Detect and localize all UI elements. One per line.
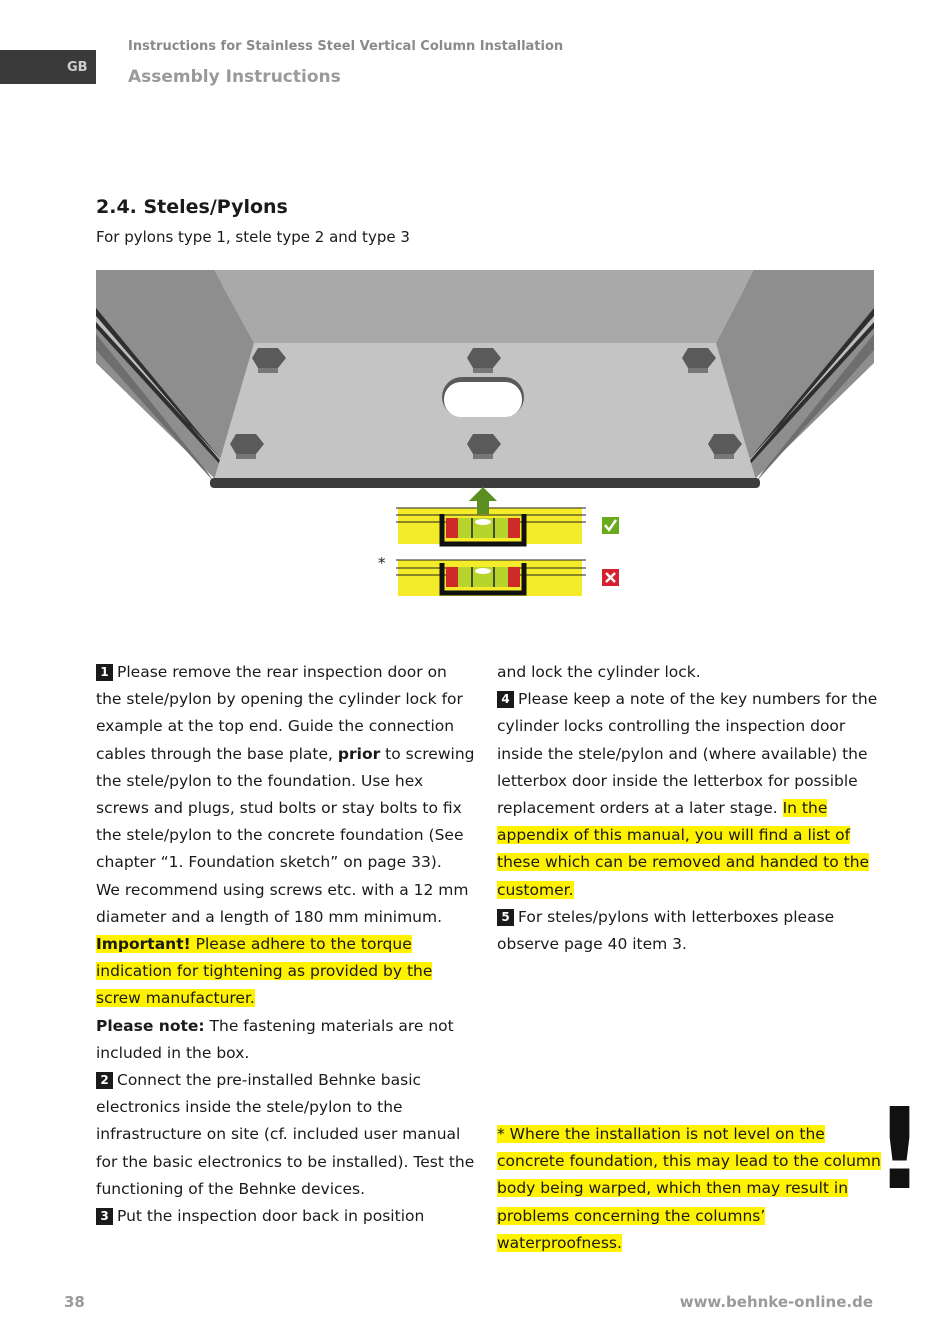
step-5: 5 For steles/pylons with letterboxes please observe page 40 item 3. — [497, 907, 835, 954]
document-title: Instructions for Stainless Steel Vertical Column Installation — [128, 39, 564, 54]
step-4: 4 Please keep a note of the key numbers for the cylinder locks controlling the inspection door inside the stele/pylon and (where available) the letterbox door inside the letterbox for possible replacement orders at a later stage. In the appendix of this manual, you will find a list of these which can be removed and handed to the customer. — [497, 690, 878, 899]
footnote: * Where the installation is not level on the concrete foundation, this may lead to the column body being warped, which then may result in problems concerning the columns’ waterproofness. — [497, 1125, 881, 1252]
document-subtitle: Assembly Instructions — [128, 67, 341, 87]
right-column — [497, 659, 882, 958]
step-1: 1 Please remove the rear inspection door on the stele/pylon by opening the cylinder lock for example at the top end. Guide the connection cables through the base plate, prior to screwing the stele/pylon to the foundation. Use hex screws and plugs, stud bolts or stay bolts to fix the stele/pylon to the concrete foundation (See chapter “1. Foundation sketch” on page 33). — [96, 663, 475, 872]
step-2: 2 Connect the pre-installed Behnke basic electronics inside the stele/pylon to the infrastructure on site (cf. included user manual for the basic electronics to be installed). Test the functioning of the Behnke devices. — [96, 1071, 475, 1198]
asterisk-mark: * — [378, 554, 386, 572]
screw-recommendation: We recommend using screws etc. with a 12 mm diameter and a length of 180 mm minimum. — [96, 880, 469, 926]
section-subtitle: For pylons type 1, stele type 2 and type 3 — [96, 228, 410, 246]
language-tab: GB — [0, 50, 96, 84]
please-note: Please note: The fastening materials are not included in the box. — [96, 1016, 454, 1062]
step-number: 1 — [96, 664, 113, 681]
step-number: 5 — [497, 909, 514, 926]
base-plate-illustration — [96, 268, 874, 608]
exclamation-icon: ! — [874, 1085, 926, 1215]
left-column — [96, 659, 476, 1230]
step-3: 3 Put the inspection door back in position — [96, 1203, 476, 1230]
level-indicator-correct — [396, 487, 586, 544]
page-number: 38 — [64, 1293, 85, 1311]
step-number: 2 — [96, 1072, 113, 1089]
section-title: 2.4. Steles/Pylons — [96, 196, 288, 218]
step-number: 4 — [497, 691, 514, 708]
website-link[interactable]: www.behnke-online.de — [679, 1293, 873, 1311]
step-number: 3 — [96, 1208, 113, 1225]
important-note: Important! Please adhere to the torque indication for tightening as provided by the screw manufacturer. — [96, 935, 433, 1008]
step-3-continued: and lock the cylinder lock. — [497, 663, 701, 681]
level-indicator-incorrect — [396, 560, 586, 596]
